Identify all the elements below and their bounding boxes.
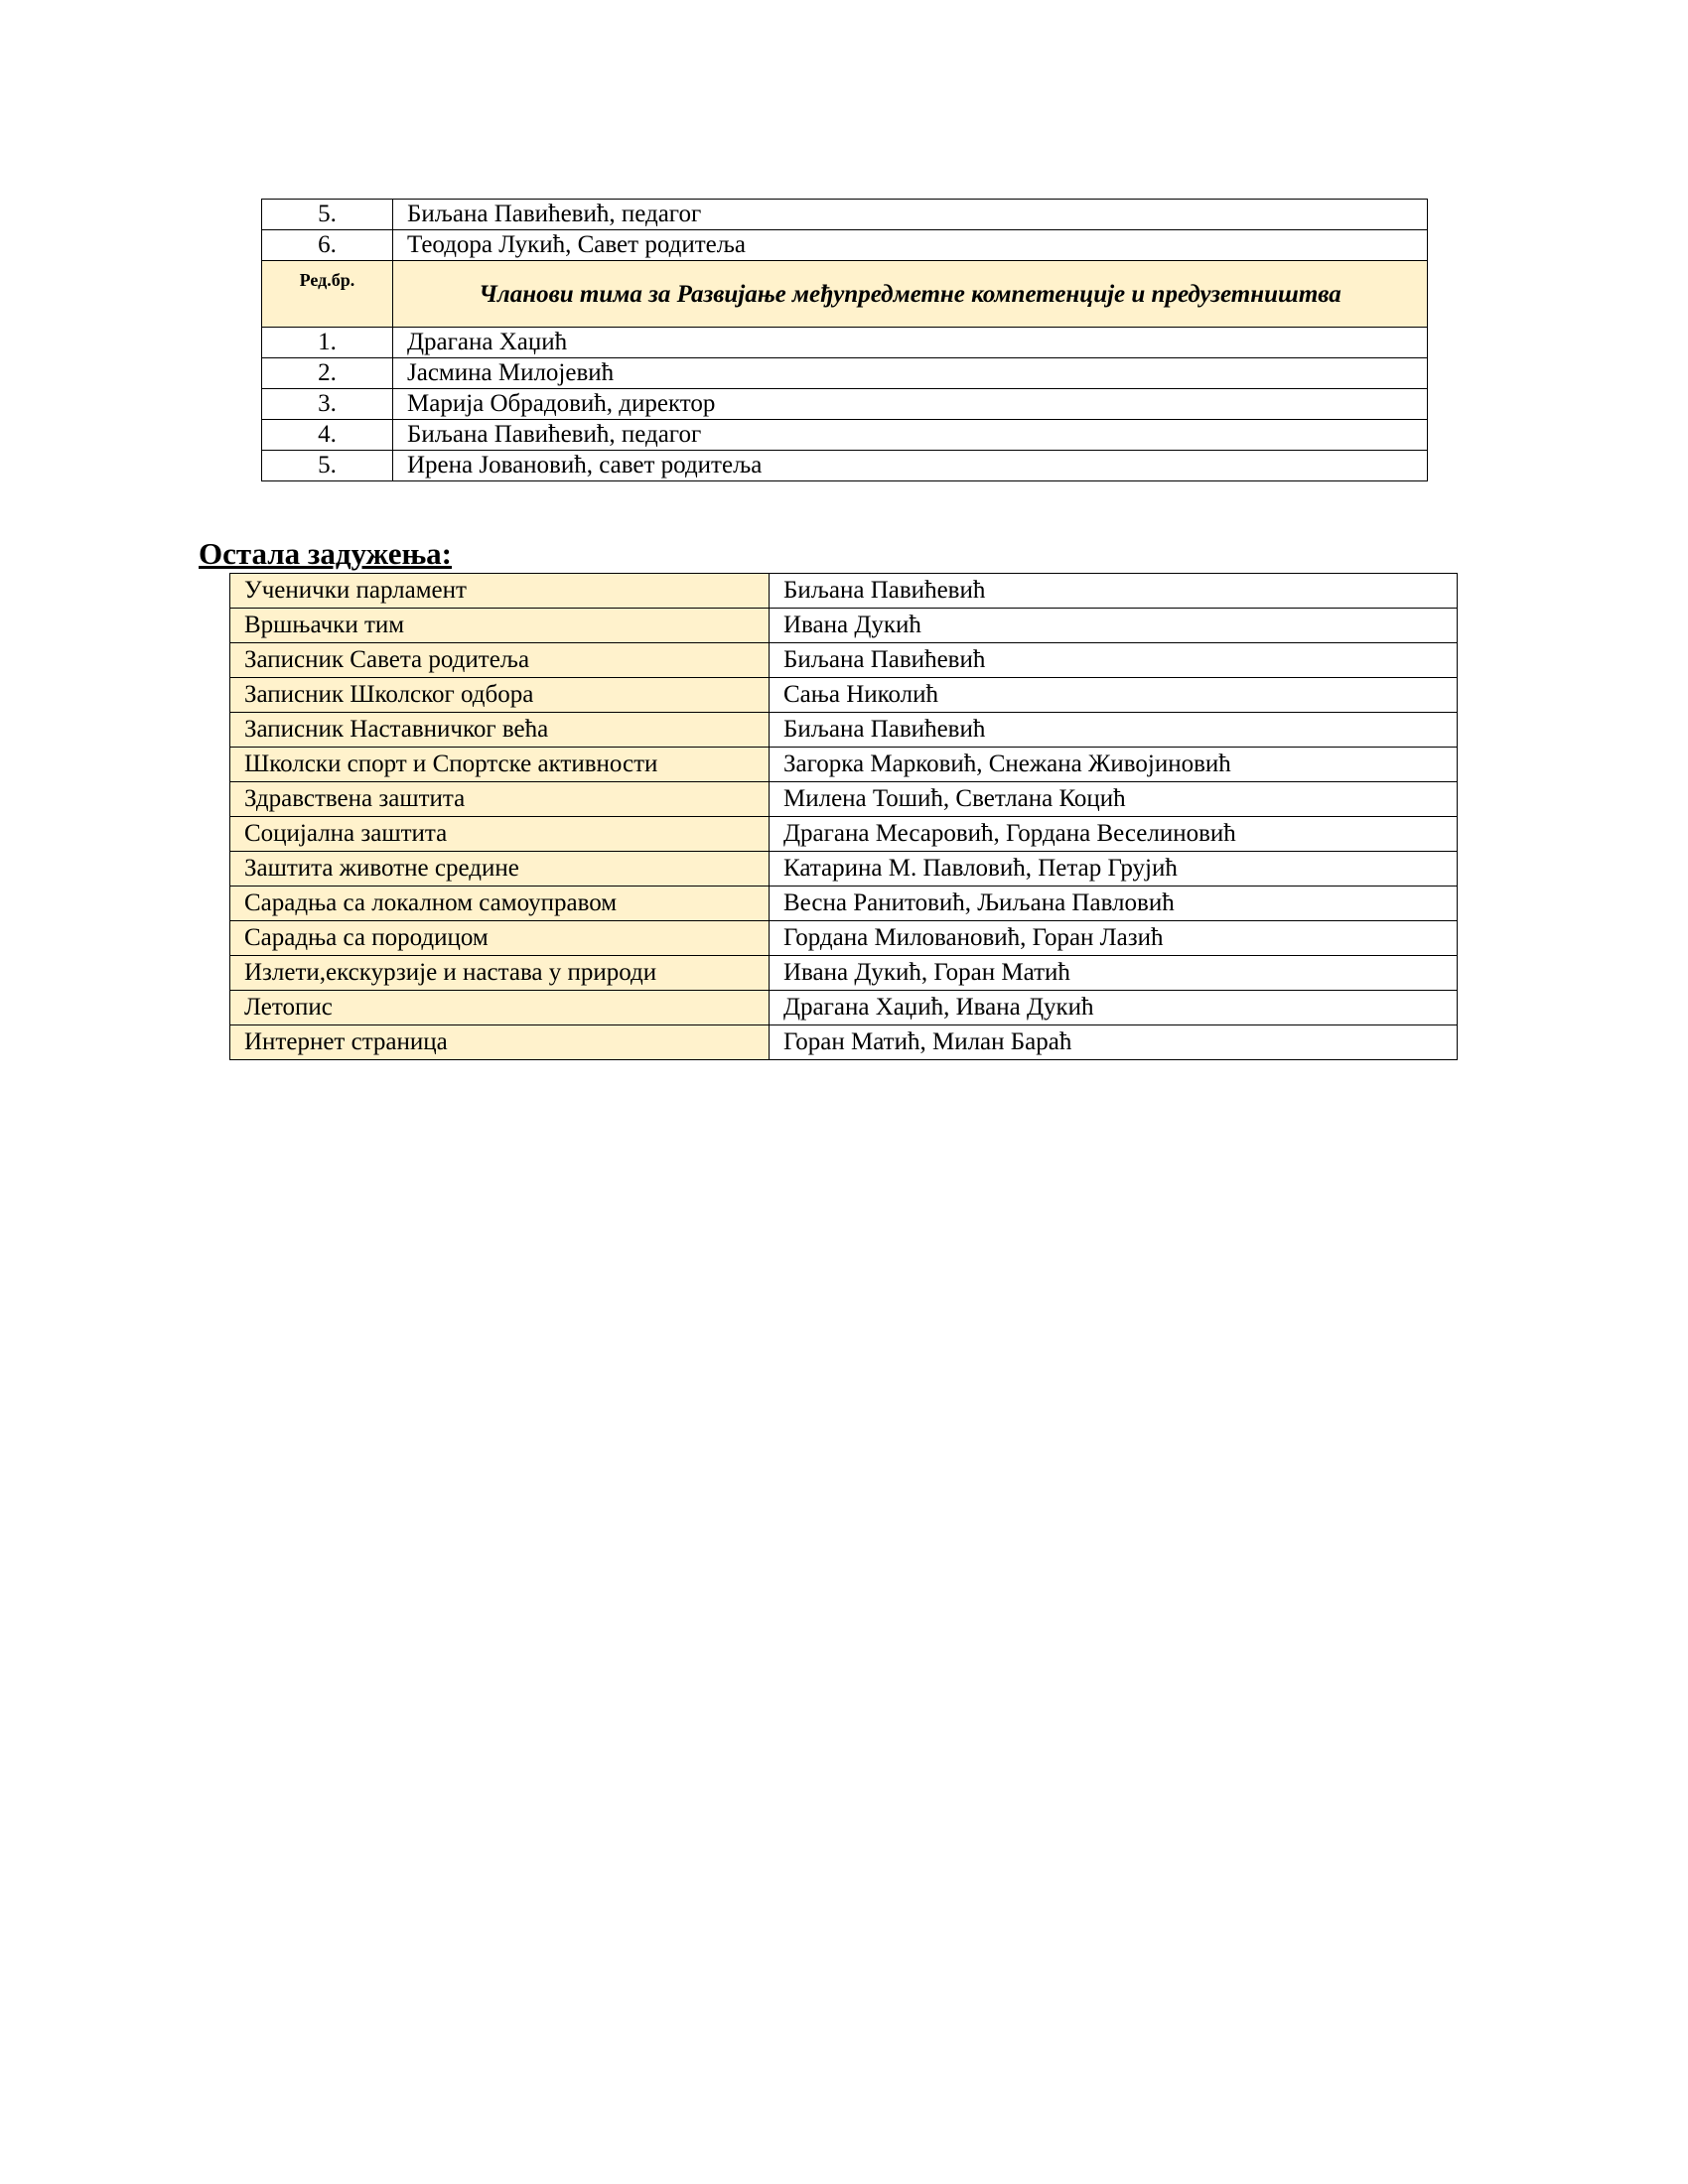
duty-task: Здравствена заштита — [230, 782, 770, 817]
table-row — [262, 230, 1428, 261]
table-row — [230, 887, 1458, 921]
row-number: 1. — [262, 328, 393, 358]
table-row — [230, 678, 1458, 713]
table-row — [262, 328, 1428, 358]
duty-task: Вршњачки тим — [230, 609, 770, 643]
duty-person: Драгана Месаровић, Гордана Веселиновић — [770, 817, 1458, 852]
member-name: Биљана Павићевић, педагог — [393, 420, 1428, 451]
table-row — [230, 713, 1458, 748]
table-row — [230, 1025, 1458, 1060]
duty-person: Гордана Миловановић, Горан Лазић — [770, 921, 1458, 956]
team-members-table — [261, 199, 1428, 481]
section-heading: Остала задужења: — [199, 536, 452, 571]
table-row — [230, 991, 1458, 1025]
duty-person: Драгана Хаџић, Ивана Дукић — [770, 991, 1458, 1025]
duty-task: Летопис — [230, 991, 770, 1025]
table-row — [230, 643, 1458, 678]
table-row — [262, 389, 1428, 420]
member-name: Теодора Лукић, Савет родитеља — [393, 230, 1428, 261]
table-row — [262, 358, 1428, 389]
team-title: Чланови тима за Развијање међупредметне компетенције и предузетништва — [393, 261, 1428, 328]
team-header-row — [262, 261, 1428, 328]
duty-task: Сарадња са породицом — [230, 921, 770, 956]
duty-task: Излети,екскурзије и настава у природи — [230, 956, 770, 991]
row-number: 3. — [262, 389, 393, 420]
duty-task: Заштита животне средине — [230, 852, 770, 887]
duty-task: Записник Савета родитеља — [230, 643, 770, 678]
duty-person: Милена Тошић, Светлана Коцић — [770, 782, 1458, 817]
duty-task: Интернет страница — [230, 1025, 770, 1060]
table-row — [262, 420, 1428, 451]
duty-task: Сарадња са локалном самоуправом — [230, 887, 770, 921]
table-row — [230, 782, 1458, 817]
member-name: Драгана Хаџић — [393, 328, 1428, 358]
table-row — [230, 748, 1458, 782]
table-row — [262, 200, 1428, 230]
duty-person: Биљана Павићевић — [770, 713, 1458, 748]
duty-task: Ученички парламент — [230, 574, 770, 609]
table-row — [230, 609, 1458, 643]
duty-person: Ивана Дукић, Горан Матић — [770, 956, 1458, 991]
duty-person: Биљана Павићевић — [770, 643, 1458, 678]
duty-person: Загорка Марковић, Снежана Живојиновић — [770, 748, 1458, 782]
table-row — [230, 574, 1458, 609]
duty-task: Социјална заштита — [230, 817, 770, 852]
table-row — [230, 921, 1458, 956]
table-row — [230, 956, 1458, 991]
member-name: Ирена Јовановић, савет родитеља — [393, 451, 1428, 481]
row-number: 4. — [262, 420, 393, 451]
member-name: Биљана Павићевић, педагог — [393, 200, 1428, 230]
row-number: 5. — [262, 200, 393, 230]
duty-person: Сања Николић — [770, 678, 1458, 713]
duty-person: Биљана Павићевић — [770, 574, 1458, 609]
duty-person: Ивана Дукић — [770, 609, 1458, 643]
row-number: 5. — [262, 451, 393, 481]
duty-person: Горан Матић, Милан Бараћ — [770, 1025, 1458, 1060]
duty-person: Катарина М. Павловић, Петар Грујић — [770, 852, 1458, 887]
duties-table — [229, 573, 1458, 1060]
duty-person: Весна Ранитовић, Љиљана Павловић — [770, 887, 1458, 921]
member-name: Јасмина Милојевић — [393, 358, 1428, 389]
table-row — [230, 817, 1458, 852]
duty-task: Записник Школског одбора — [230, 678, 770, 713]
duty-task: Школски спорт и Спортске активности — [230, 748, 770, 782]
member-name: Марија Обрадовић, директор — [393, 389, 1428, 420]
table-row — [262, 451, 1428, 481]
row-number: 2. — [262, 358, 393, 389]
duty-task: Записник Наставничког већа — [230, 713, 770, 748]
table-row — [230, 852, 1458, 887]
row-number: 6. — [262, 230, 393, 261]
number-column-header: Ред.бр. — [262, 261, 393, 328]
